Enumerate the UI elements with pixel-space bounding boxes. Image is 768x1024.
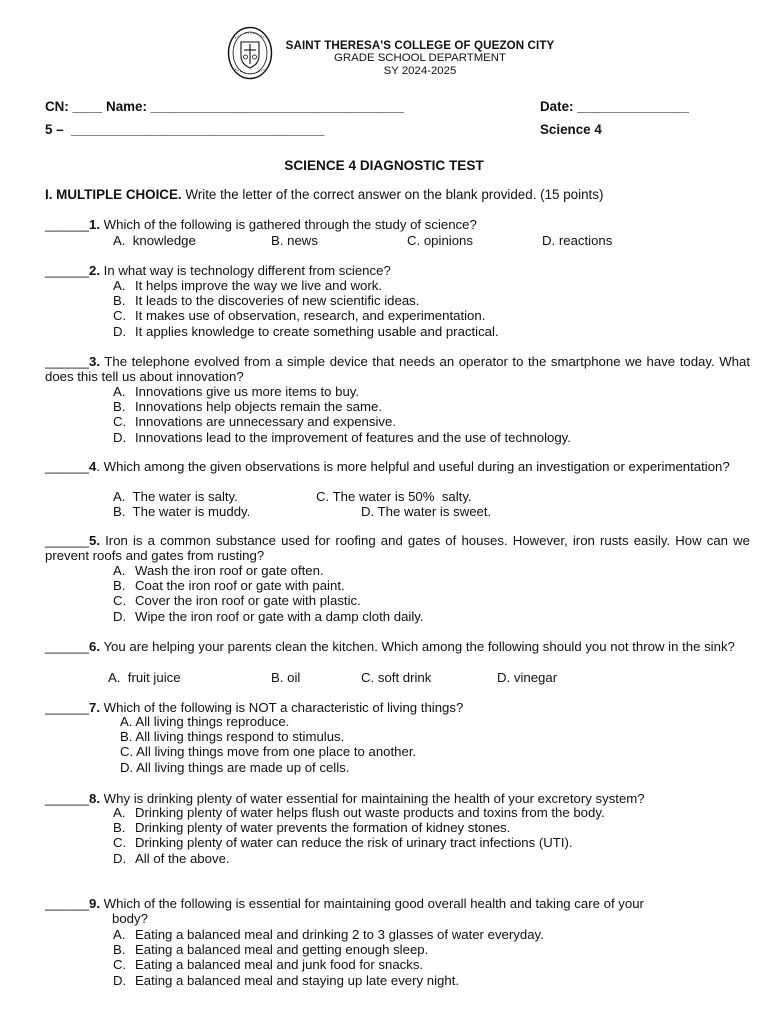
option-text: Eating a balanced meal and junk food for snacks. xyxy=(135,957,424,973)
question-number: 6. xyxy=(89,639,101,654)
answer-blank[interactable]: ______ xyxy=(45,354,90,369)
option-text: All of the above. xyxy=(135,850,230,866)
question-text: In what way is technology different from science? xyxy=(100,263,391,278)
option-b xyxy=(113,820,605,835)
options-list xyxy=(113,927,544,988)
option-b: B. The water is muddy. xyxy=(113,504,251,519)
answer-blank[interactable]: ______ xyxy=(45,217,90,232)
question-text: . Which among the given observations is more helpful and useful during an investigation or experimentation? xyxy=(96,459,730,474)
question-text: The telephone evolved from a simple device that needs an operator to the smartphone we have today. What does this tell us about innovation? xyxy=(45,354,750,385)
option-text: Innovations lead to the improvement of features and the use of technology. xyxy=(135,429,571,445)
option-text: Wash the iron roof or gate often. xyxy=(135,563,324,578)
option-letter: B. xyxy=(113,399,126,415)
option-b xyxy=(113,942,544,957)
option-letter: C. xyxy=(113,414,127,430)
option-d xyxy=(113,324,499,339)
option-text: Coat the iron roof or gate with paint. xyxy=(135,578,345,594)
question-text-cont: body? xyxy=(112,911,148,927)
option-letter: A. xyxy=(113,384,126,399)
answer-blank[interactable]: ______ xyxy=(45,459,90,474)
option-letter: B. xyxy=(113,942,126,958)
question-number: 5. xyxy=(89,533,101,548)
school-seal-icon xyxy=(227,26,273,80)
option-text: It makes use of observation, research, and experimentation. xyxy=(135,308,486,324)
question-text: You are helping your parents clean the kitchen. Which among the following should you not throw in the sink? xyxy=(100,639,735,654)
question-text: Which of the following is gathered through the study of science? xyxy=(100,217,477,232)
option-letter: C. xyxy=(113,835,127,851)
option-d xyxy=(113,430,571,445)
option-c xyxy=(113,308,499,323)
option-letter: B. xyxy=(113,820,126,836)
option-d: D. vinegar xyxy=(497,670,558,685)
option-text: Cover the iron roof or gate with plastic. xyxy=(135,593,361,609)
school-header xyxy=(276,39,564,78)
department: GRADE SCHOOL DEPARTMENT xyxy=(334,52,506,64)
question-7 xyxy=(45,700,750,715)
option-d: D. All living things are made up of cells. xyxy=(120,759,350,775)
answer-blank[interactable]: ______ xyxy=(45,896,90,911)
option-letter: D. xyxy=(113,850,127,866)
option-letter: A. xyxy=(113,927,126,942)
option-c: C. The water is 50% salty. xyxy=(316,489,472,504)
option-text: Drinking plenty of water prevents the formation of kidney stones. xyxy=(135,820,511,836)
option-letter: B. xyxy=(113,578,126,594)
section-field[interactable]: 5 – __________________________________ xyxy=(45,122,325,137)
school-name: SAINT THERESA'S COLLEGE OF QUEZON CITY xyxy=(285,39,555,52)
option-text: Eating a balanced meal and getting enough sleep. xyxy=(135,942,429,958)
option-letter: C. xyxy=(113,957,127,973)
question-text: Why is drinking plenty of water essential for maintaining the health of your excretory system? xyxy=(100,791,645,806)
question-8 xyxy=(45,791,750,806)
option-text: Drinking plenty of water can reduce the risk of urinary tract infections (UTI). xyxy=(135,835,573,851)
option-b xyxy=(113,293,499,308)
option-text: Eating a balanced meal and drinking 2 to 3 glasses of water everyday. xyxy=(135,927,544,942)
question-text: Iron is a common substance used for roofing and gates of houses. However, iron rusts easily. How can we prevent roofs and gates from rusting? xyxy=(45,533,750,564)
option-a: A. fruit juice xyxy=(108,670,181,685)
option-a xyxy=(113,384,571,399)
question-2 xyxy=(45,263,750,278)
option-a: A. knowledge xyxy=(113,233,196,248)
answer-blank[interactable]: ______ xyxy=(45,700,90,715)
question-number: 1. xyxy=(89,217,101,232)
option-text: Innovations help objects remain the same. xyxy=(135,399,383,415)
question-text: Which of the following is NOT a characteristic of living things? xyxy=(100,700,464,715)
options-list xyxy=(113,278,499,339)
option-text: Eating a balanced meal and staying up late every night. xyxy=(135,972,460,988)
question-number: 2. xyxy=(89,263,101,278)
question-text: Which of the following is essential for maintaining good overall health and taking care of your xyxy=(100,896,644,911)
question-4 xyxy=(45,459,750,474)
question-6 xyxy=(45,639,750,654)
option-text: It applies knowledge to create something usable and practical. xyxy=(135,323,499,339)
option-c xyxy=(113,414,571,429)
option-d xyxy=(113,851,605,866)
option-text: Innovations are unnecessary and expensive. xyxy=(135,414,396,430)
question-3 xyxy=(45,354,750,384)
option-d xyxy=(113,609,424,624)
option-text: Wipe the iron roof or gate with a damp cloth daily. xyxy=(135,608,424,624)
option-letter: D. xyxy=(113,608,127,624)
option-a xyxy=(113,927,544,942)
option-text: Drinking plenty of water helps flush out waste products and toxins from the body. xyxy=(135,805,605,820)
option-b: B. news xyxy=(271,233,318,248)
option-d xyxy=(113,973,544,988)
option-c: C. opinions xyxy=(407,233,473,248)
cn-name-field[interactable]: CN: ____ Name: __________________________________ xyxy=(45,99,404,114)
option-a xyxy=(113,563,424,578)
option-b: B. oil xyxy=(271,670,301,685)
question-number: 9. xyxy=(89,896,101,911)
option-letter: A. xyxy=(113,278,126,293)
question-1 xyxy=(45,217,750,232)
answer-blank[interactable]: ______ xyxy=(45,263,90,278)
option-letter: D. xyxy=(113,323,127,339)
option-letter: B. xyxy=(113,293,126,309)
option-letter: C. xyxy=(113,593,127,609)
option-text: It leads to the discoveries of new scientific ideas. xyxy=(135,293,420,309)
option-letter: A. xyxy=(113,805,126,820)
option-c xyxy=(113,593,424,608)
question-5 xyxy=(45,533,750,563)
options-list xyxy=(113,805,605,866)
options-list xyxy=(113,384,571,445)
option-letter: D. xyxy=(113,429,127,445)
option-letter: C. xyxy=(113,308,127,324)
subject-label: Science 4 xyxy=(540,122,602,137)
option-a: A. The water is salty. xyxy=(113,489,238,504)
option-b xyxy=(113,578,424,593)
question-number: 7. xyxy=(89,700,101,715)
options-list xyxy=(120,714,416,775)
option-c: C. All living things move from one place to another. xyxy=(120,744,417,760)
option-letter: A. xyxy=(113,563,126,578)
instructions-text: Write the letter of the correct answer on the blank provided. (15 points) xyxy=(181,187,604,202)
date-field[interactable]: Date: _______________ xyxy=(540,99,689,114)
option-text: It helps improve the way we live and work. xyxy=(135,278,383,293)
school-year: SY 2024-2025 xyxy=(383,65,457,77)
option-letter: D. xyxy=(113,972,127,988)
option-d: D. The water is sweet. xyxy=(361,504,492,519)
option-a xyxy=(113,805,605,820)
option-c xyxy=(113,957,544,972)
question-number: 8. xyxy=(89,791,101,806)
instructions-heading: I. MULTIPLE CHOICE. xyxy=(45,187,182,202)
option-text: Innovations give us more items to buy. xyxy=(135,384,360,399)
option-b xyxy=(113,399,571,414)
test-title: SCIENCE 4 DIAGNOSTIC TEST xyxy=(284,158,484,173)
options-list xyxy=(113,563,424,624)
answer-blank[interactable]: ______ xyxy=(45,791,90,806)
option-c: C. soft drink xyxy=(361,670,432,685)
question-number: 3. xyxy=(89,354,101,369)
option-a xyxy=(113,278,499,293)
option-d: D. reactions xyxy=(542,233,613,248)
option-c xyxy=(113,835,605,850)
question-9 xyxy=(45,896,750,926)
answer-blank[interactable]: ______ xyxy=(45,533,90,548)
answer-blank[interactable]: ______ xyxy=(45,639,90,654)
option-a: A. All living things reproduce. xyxy=(120,714,290,729)
question-number: 4 xyxy=(89,459,97,474)
instructions xyxy=(45,187,603,202)
option-b: B. All living things respond to stimulus. xyxy=(120,729,345,745)
